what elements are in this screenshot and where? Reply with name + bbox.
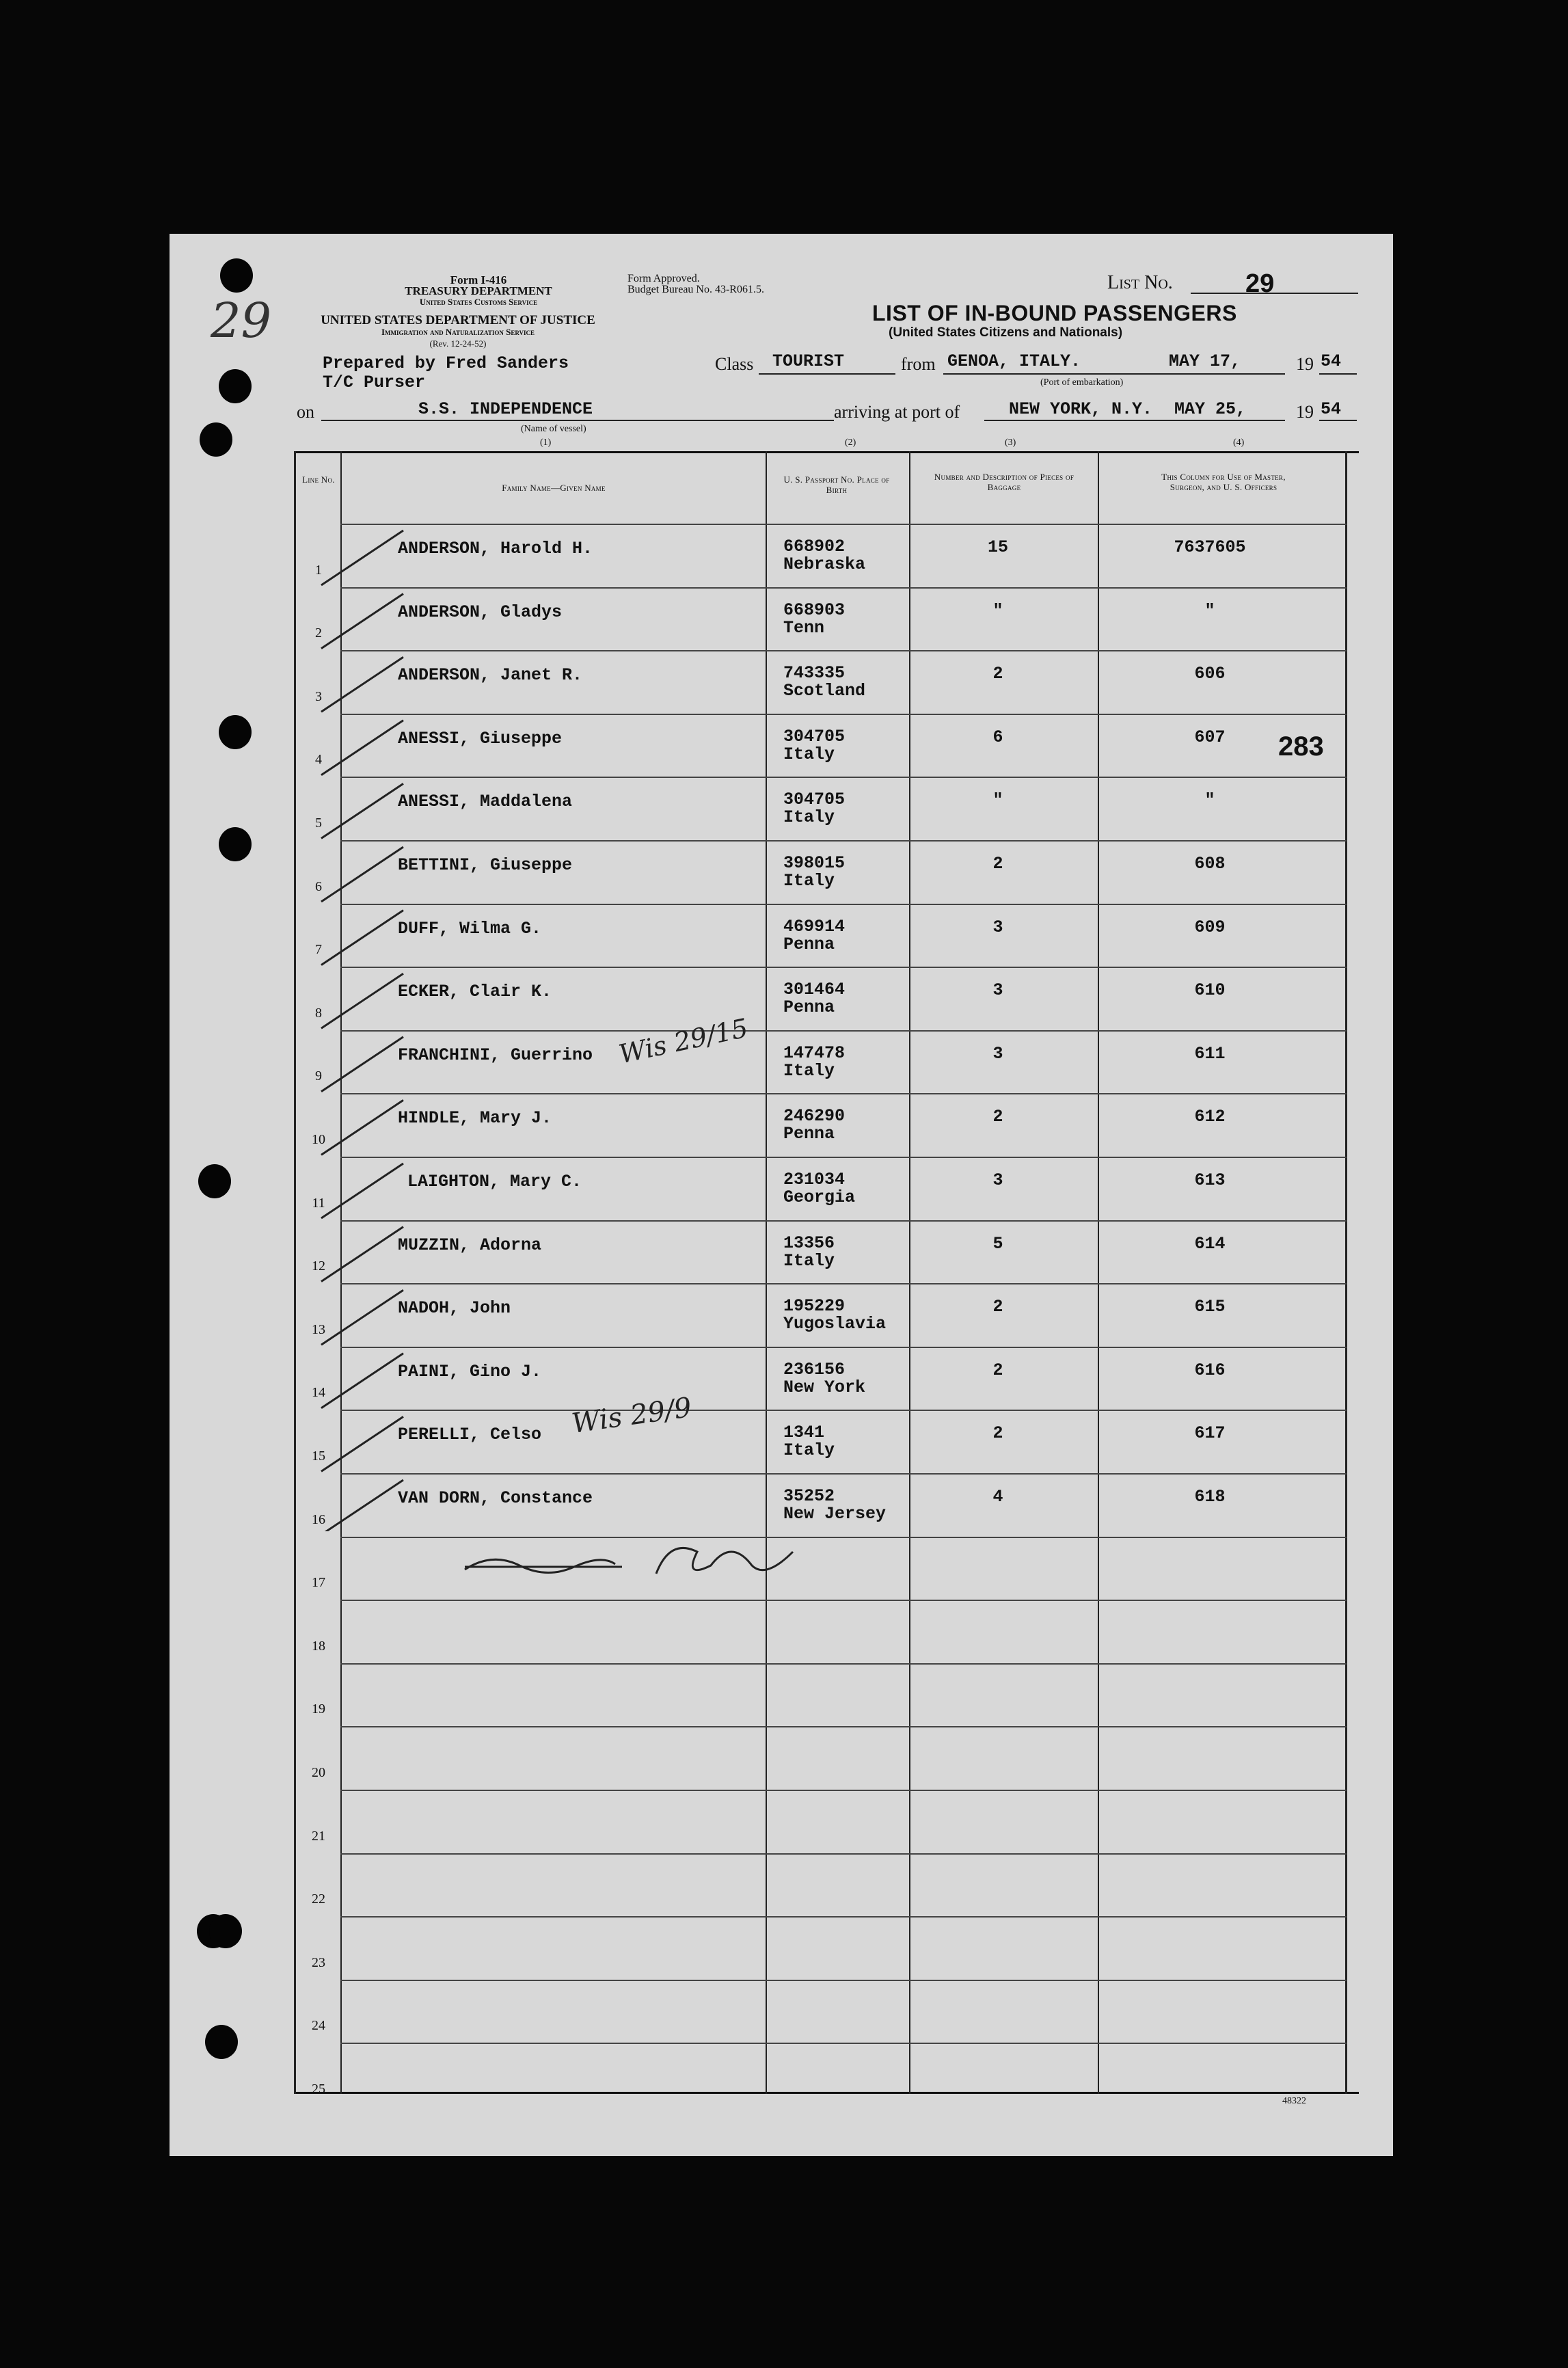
punch-hole [219,369,252,403]
passenger-name: ECKER, Clair K. [398,982,552,1001]
baggage-count: 2 [992,1297,1003,1317]
passport-number: 147478 [783,1043,846,1063]
officer-number: 609 [1194,917,1226,937]
officer-number: 7637605 [1174,537,1246,557]
row-divider [340,524,1347,525]
line-number: 9 [315,1068,322,1084]
baggage-count: " [992,601,1003,621]
immigration-service: Immigration and Naturalization Service [381,327,535,337]
passport-number: 469914 [783,917,846,937]
row-divider [340,1473,1347,1475]
officer-number: 618 [1194,1487,1226,1507]
birth-place: New York [783,1377,866,1397]
birth-place: Scotland [783,681,866,701]
punch-hole [198,1164,231,1198]
embark-caption: (Port of embarkation) [1040,377,1124,388]
tally-stroke [321,1227,403,1282]
passport-number: 35252 [783,1486,835,1506]
col-header-line-no: Line No. [302,474,335,485]
baggage-count: 15 [987,537,1008,557]
class-label: Class [715,354,754,374]
row-divider [340,967,1347,968]
row-divider [340,587,1347,589]
customs-service: United States Customs Service [419,297,538,307]
tally-stroke [321,973,403,1028]
baggage-count: 2 [992,1107,1003,1127]
passport-number: 398015 [783,853,846,873]
budget-bureau: Budget Bureau No. 43-R061.5. [627,284,764,295]
passenger-name: LAIGHTON, Mary C. [407,1172,582,1192]
birth-place: Italy [783,744,835,764]
passenger-name: FRANCHINI, Guerrino [398,1045,593,1065]
tally-stroke [321,783,403,838]
baggage-count: 4 [992,1487,1003,1507]
officer-number: 611 [1194,1044,1226,1064]
col-header-name: Family Name—Given Name [502,483,606,493]
passport-number: 743335 [783,663,846,683]
col-header-baggage: Number and Description of Pieces of Baggage [934,472,1074,492]
line-number: 8 [315,1006,322,1021]
row-divider [340,1790,1347,1791]
passport-number: 13356 [783,1233,835,1253]
row-divider [340,1220,1347,1222]
punch-hole [200,422,232,457]
form-approved: Form Approved. [627,273,700,284]
passenger-name: BETTINI, Giuseppe [398,855,573,875]
row-divider [340,714,1347,715]
line-number: 3 [315,689,322,704]
passenger-name: ANDERSON, Janet R. [398,665,583,685]
passport-number: 668903 [783,600,846,620]
tally-stroke [321,847,403,902]
tally-stroke [321,1100,403,1155]
stamp-total: 283 [1278,731,1324,762]
punch-hole [205,2025,238,2059]
officer-number: 612 [1194,1107,1226,1127]
birth-place: Italy [783,1440,835,1460]
line-number: 1 [315,563,322,578]
row-divider [340,650,1347,651]
birth-place: New Jersey [783,1504,887,1524]
birth-place: Tenn [783,618,825,638]
depart-date: MAY 17, [1169,351,1241,371]
tally-stroke [321,1416,403,1471]
row-divider [340,1980,1347,1981]
baggage-count: " [992,790,1003,810]
page-title: LIST OF IN-BOUND PASSENGERS [872,301,1237,325]
officer-number: 613 [1194,1170,1226,1190]
baggage-count: 3 [992,1044,1003,1064]
form-number: Form I-416 [450,273,507,286]
from-label: from [901,354,936,374]
officer-number: 614 [1194,1234,1226,1254]
col-num-2: (2) [845,438,856,448]
class-value: TOURIST [772,351,845,371]
list-no-value: 29 [1245,269,1275,298]
row-divider [340,1030,1347,1032]
passenger-name: ANDERSON, Gladys [398,602,563,622]
line-number: 7 [315,942,322,957]
line-number: 11 [312,1196,325,1211]
passenger-name: ANESSI, Giuseppe [398,729,563,749]
officer-number: 607 [1194,727,1226,747]
passport-number: 668902 [783,537,846,556]
arrival-date: MAY 25, [1174,399,1247,419]
birth-place: Italy [783,807,835,827]
tally-stroke [321,1163,403,1218]
depart-year-prefix: 19 [1296,354,1314,374]
punch-hole [219,715,252,749]
treasury-dept: TREASURY DEPARTMENT [405,284,552,297]
line-number: 14 [312,1385,325,1400]
baggage-count: 2 [992,664,1003,684]
punch-hole [209,1914,242,1948]
baggage-count: 6 [992,727,1003,747]
arrival-port: NEW YORK, N.Y. [1009,399,1153,419]
passport-number: 236156 [783,1360,846,1380]
tally-stroke [321,1037,403,1092]
baggage-count: 3 [992,917,1003,937]
annotation-row15: Wis 29/9 [569,1391,694,1440]
birth-place: Nebraska [783,554,866,574]
row-divider [340,1410,1347,1411]
row-divider [340,777,1347,778]
baggage-count: 3 [992,1170,1003,1190]
tally-stroke [321,911,403,965]
passport-number: 301464 [783,980,846,999]
embark-port: GENOA, ITALY. [947,351,1081,371]
col-header-officers: This Column for Use of Master, Surgeon, and U. S. Officers [1161,472,1286,492]
row-divider [340,1916,1347,1918]
row-divider [340,1157,1347,1158]
birth-place: Penna [783,1124,835,1144]
passenger-name: PAINI, Gino J. [398,1362,542,1382]
passport-number: 1341 [783,1423,825,1442]
col-header-passport: U. S. Passport No. Place of Birth [783,474,890,495]
line-number: 23 [312,1955,325,1970]
row-divider [340,1663,1347,1665]
birth-place: Italy [783,1061,835,1081]
line-number: 21 [312,1829,325,1844]
row-divider [340,1283,1347,1284]
row-divider [340,840,1347,842]
passport-number: 195229 [783,1296,846,1316]
officer-number: 608 [1194,854,1226,874]
birth-place: Italy [783,1251,835,1271]
page-subtitle: (United States Citizens and Nationals) [889,325,1123,340]
officer-number: 606 [1194,664,1226,684]
baggage-count: 2 [992,1360,1003,1380]
punch-hole [220,258,253,293]
punch-hole [219,827,252,861]
passport-number: 246290 [783,1106,846,1126]
officer-number: 615 [1194,1297,1226,1317]
passport-number: 304705 [783,727,846,746]
baggage-count: 3 [992,980,1003,1000]
tally-stroke [321,721,403,775]
vessel-caption: (Name of vessel) [521,424,586,434]
arrival-year: 54 [1321,399,1342,419]
margin-mark: 29 [211,293,272,349]
tally-strokes [294,506,485,1531]
row-divider [340,1093,1347,1094]
line-number: 22 [312,1892,325,1907]
row-divider [340,1853,1347,1855]
officer-number: 616 [1194,1360,1226,1380]
passenger-name: PERELLI, Celso [398,1425,542,1444]
tally-stroke [321,530,403,585]
line-number: 18 [312,1639,325,1654]
line-number: 6 [315,879,322,894]
revision-date: (Rev. 12-24-52) [429,338,487,349]
arriving-label: arriving at port of [834,402,960,422]
line-number: 13 [312,1322,325,1337]
birth-place: Penna [783,997,835,1017]
birth-place: Georgia [783,1187,856,1207]
row-divider [340,1726,1347,1727]
officer-number: " [1204,790,1215,810]
justice-dept: UNITED STATES DEPARTMENT OF JUSTICE [321,313,595,327]
footer-code: 48322 [1282,2096,1306,2106]
tally-stroke [321,1480,403,1531]
passport-number: 231034 [783,1170,846,1189]
col-num-4: (4) [1233,438,1245,448]
line-number: 19 [312,1701,325,1717]
tally-stroke [321,594,403,649]
passenger-name: NADOH, John [398,1298,511,1318]
row-divider [340,1347,1347,1348]
col-num-1: (1) [540,438,552,448]
row-divider [340,2043,1347,2044]
passenger-name: VAN DORN, Constance [398,1488,593,1508]
purser-title: T/C Purser [323,373,426,392]
line-number: 4 [315,752,322,767]
line-number: 25 [312,2082,325,2097]
passenger-name: MUZZIN, Adorna [398,1235,542,1255]
birth-place: Italy [783,871,835,891]
line-number: 20 [312,1765,325,1780]
baggage-count: 5 [992,1234,1003,1254]
officer-number: 617 [1194,1423,1226,1443]
line-number: 2 [315,625,322,641]
arrival-year-prefix: 19 [1296,402,1314,422]
list-no-label: List No. [1107,272,1173,293]
line-number: 5 [315,816,322,831]
line-number: 15 [312,1449,325,1464]
row-divider [340,904,1347,905]
depart-year: 54 [1321,351,1342,371]
line-number: 10 [312,1132,325,1147]
signature-scribble [437,1524,820,1593]
tally-stroke [321,1290,403,1345]
birth-place: Penna [783,934,835,954]
line-number: 16 [312,1512,325,1527]
passenger-name: ANESSI, Maddalena [398,792,573,811]
vessel-name: S.S. INDEPENDENCE [418,399,593,419]
passenger-name: ANDERSON, Harold H. [398,539,593,559]
col-num-3: (3) [1005,438,1016,448]
officer-number: 610 [1194,980,1226,1000]
tally-stroke [321,1354,403,1408]
passenger-name: HINDLE, Mary J. [398,1108,552,1128]
passenger-name: DUFF, Wilma G. [398,919,542,939]
tally-stroke [321,657,403,712]
baggage-count: 2 [992,854,1003,874]
officer-number: " [1204,601,1215,621]
annotation-row9: Wis 29/15 [616,1012,751,1070]
line-number: 24 [312,2018,325,2033]
passport-number: 304705 [783,790,846,809]
on-label: on [297,402,314,422]
line-number: 17 [312,1575,325,1590]
baggage-count: 2 [992,1423,1003,1443]
line-number: 12 [312,1259,325,1274]
birth-place: Yugoslavia [783,1314,887,1334]
prepared-by: Prepared by Fred Sanders [323,353,569,373]
row-divider [340,1600,1347,1601]
